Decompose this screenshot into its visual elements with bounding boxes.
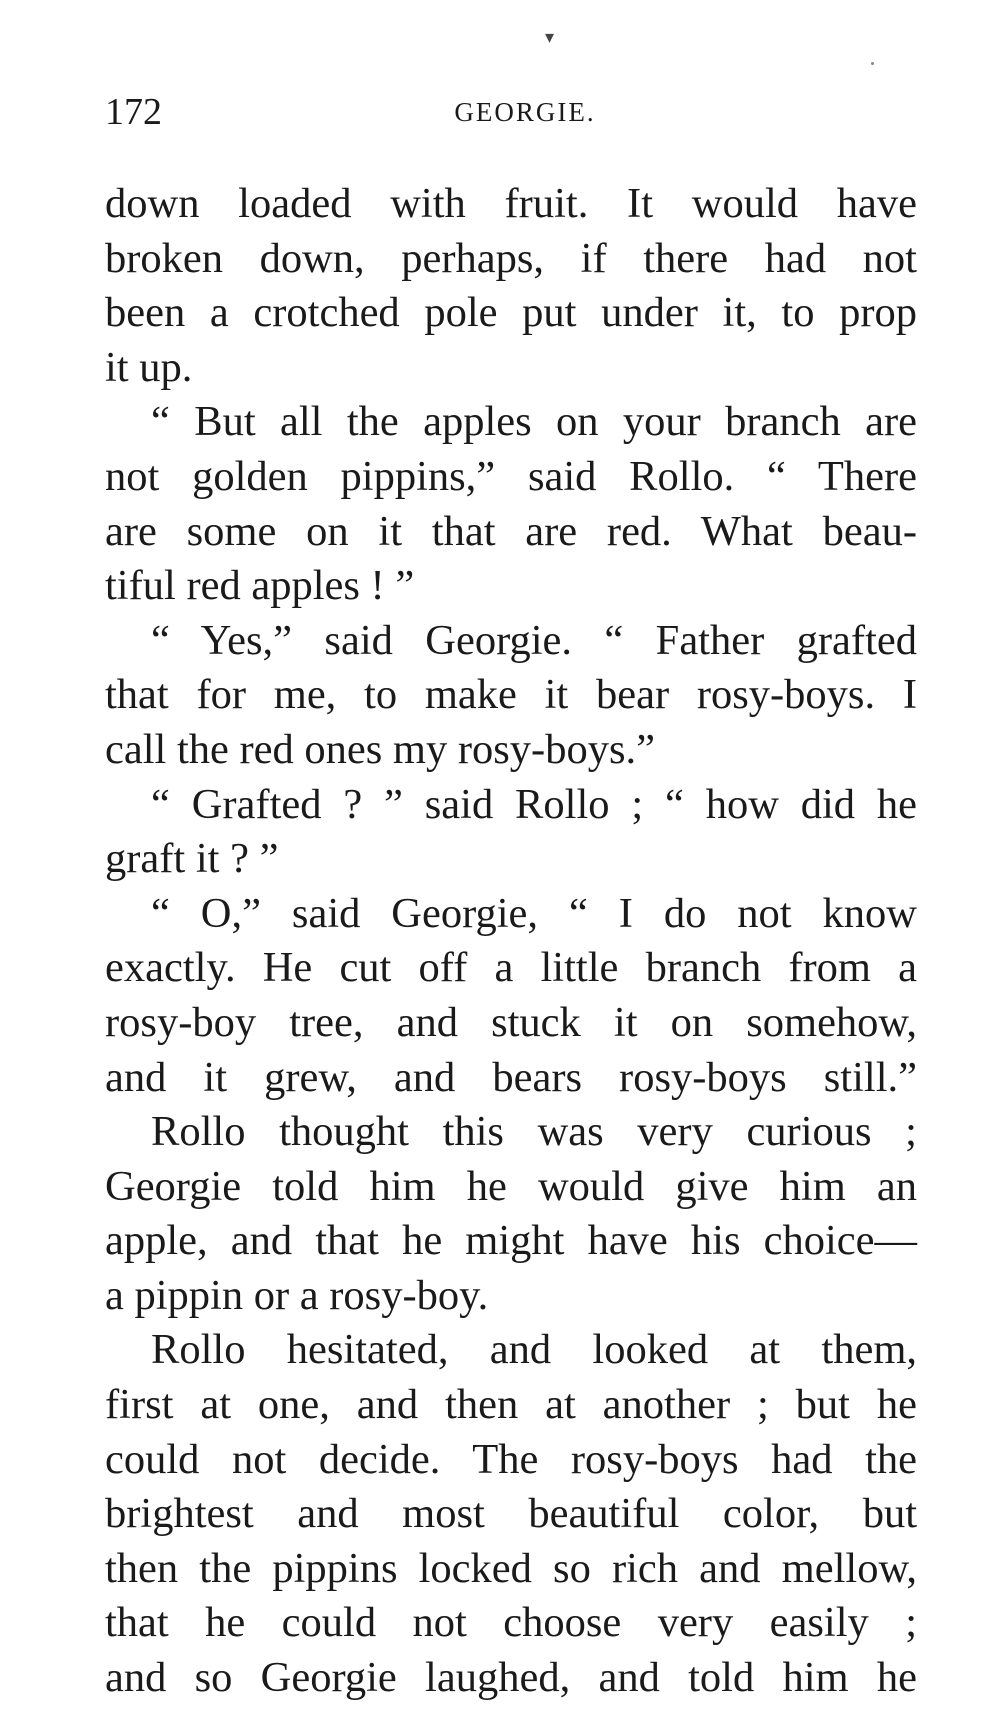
text-line: Georgie told him he would give him an [105, 1162, 917, 1210]
body-text [105, 177, 917, 1706]
page-number: 172 [105, 91, 162, 133]
printing-dot [871, 62, 874, 65]
text-line: tiful red apples ! ” [105, 562, 415, 610]
text-line: exactly. He cut off a little branch from a [105, 944, 917, 992]
text-line: “ O,” said Georgie, “ I do not know [151, 889, 917, 937]
text-line: “ But all the apples on your branch are [151, 398, 917, 446]
text-line: that he could not choose very easily ; [105, 1599, 917, 1647]
text-line: Rollo thought this was very curious ; [151, 1108, 917, 1156]
text-line: “ Grafted ? ” said Rollo ; “ how did he [151, 780, 917, 828]
text-line: down loaded with fruit. It would have [105, 180, 917, 227]
running-head: GEORGIE. [454, 97, 596, 127]
text-line: graft it ? ” [105, 835, 279, 883]
text-line: could not decide. The rosy-boys had the [105, 1435, 917, 1483]
text-line: Rollo hesitated, and looked at them, [151, 1326, 917, 1374]
text-line: first at one, and then at another ; but he [105, 1381, 917, 1429]
page-header [105, 92, 915, 132]
text-line: and it grew, and bears rosy-boys still.” [105, 1053, 917, 1101]
text-line: broken down, perhaps, if there had not [105, 234, 917, 282]
printing-speck: ▾ [545, 27, 555, 47]
text-line: apple, and that he might have his choice— [105, 1217, 917, 1265]
text-line: it up. [105, 343, 193, 391]
text-line: are some on it that are red. What beau- [105, 507, 917, 555]
text-line: that for me, to make it bear rosy-boys. I [105, 671, 917, 719]
text-line: then the pippins locked so rich and mellow, [105, 1544, 917, 1592]
text-line: call the red ones my rosy-boys.” [105, 725, 655, 773]
text-line: and so Georgie laughed, and told him he [105, 1654, 917, 1702]
text-line: “ Yes,” said Georgie. “ Father grafted [151, 616, 917, 664]
text-line: brightest and most beautiful color, but [105, 1490, 917, 1538]
text-line: rosy-boy tree, and stuck it on somehow, [105, 998, 917, 1046]
text-line: a pippin or a rosy-boy. [105, 1271, 489, 1319]
text-line: not golden pippins,” said Rollo. “ There [105, 452, 917, 500]
text-line: been a crotched pole put under it, to prop [105, 289, 917, 337]
